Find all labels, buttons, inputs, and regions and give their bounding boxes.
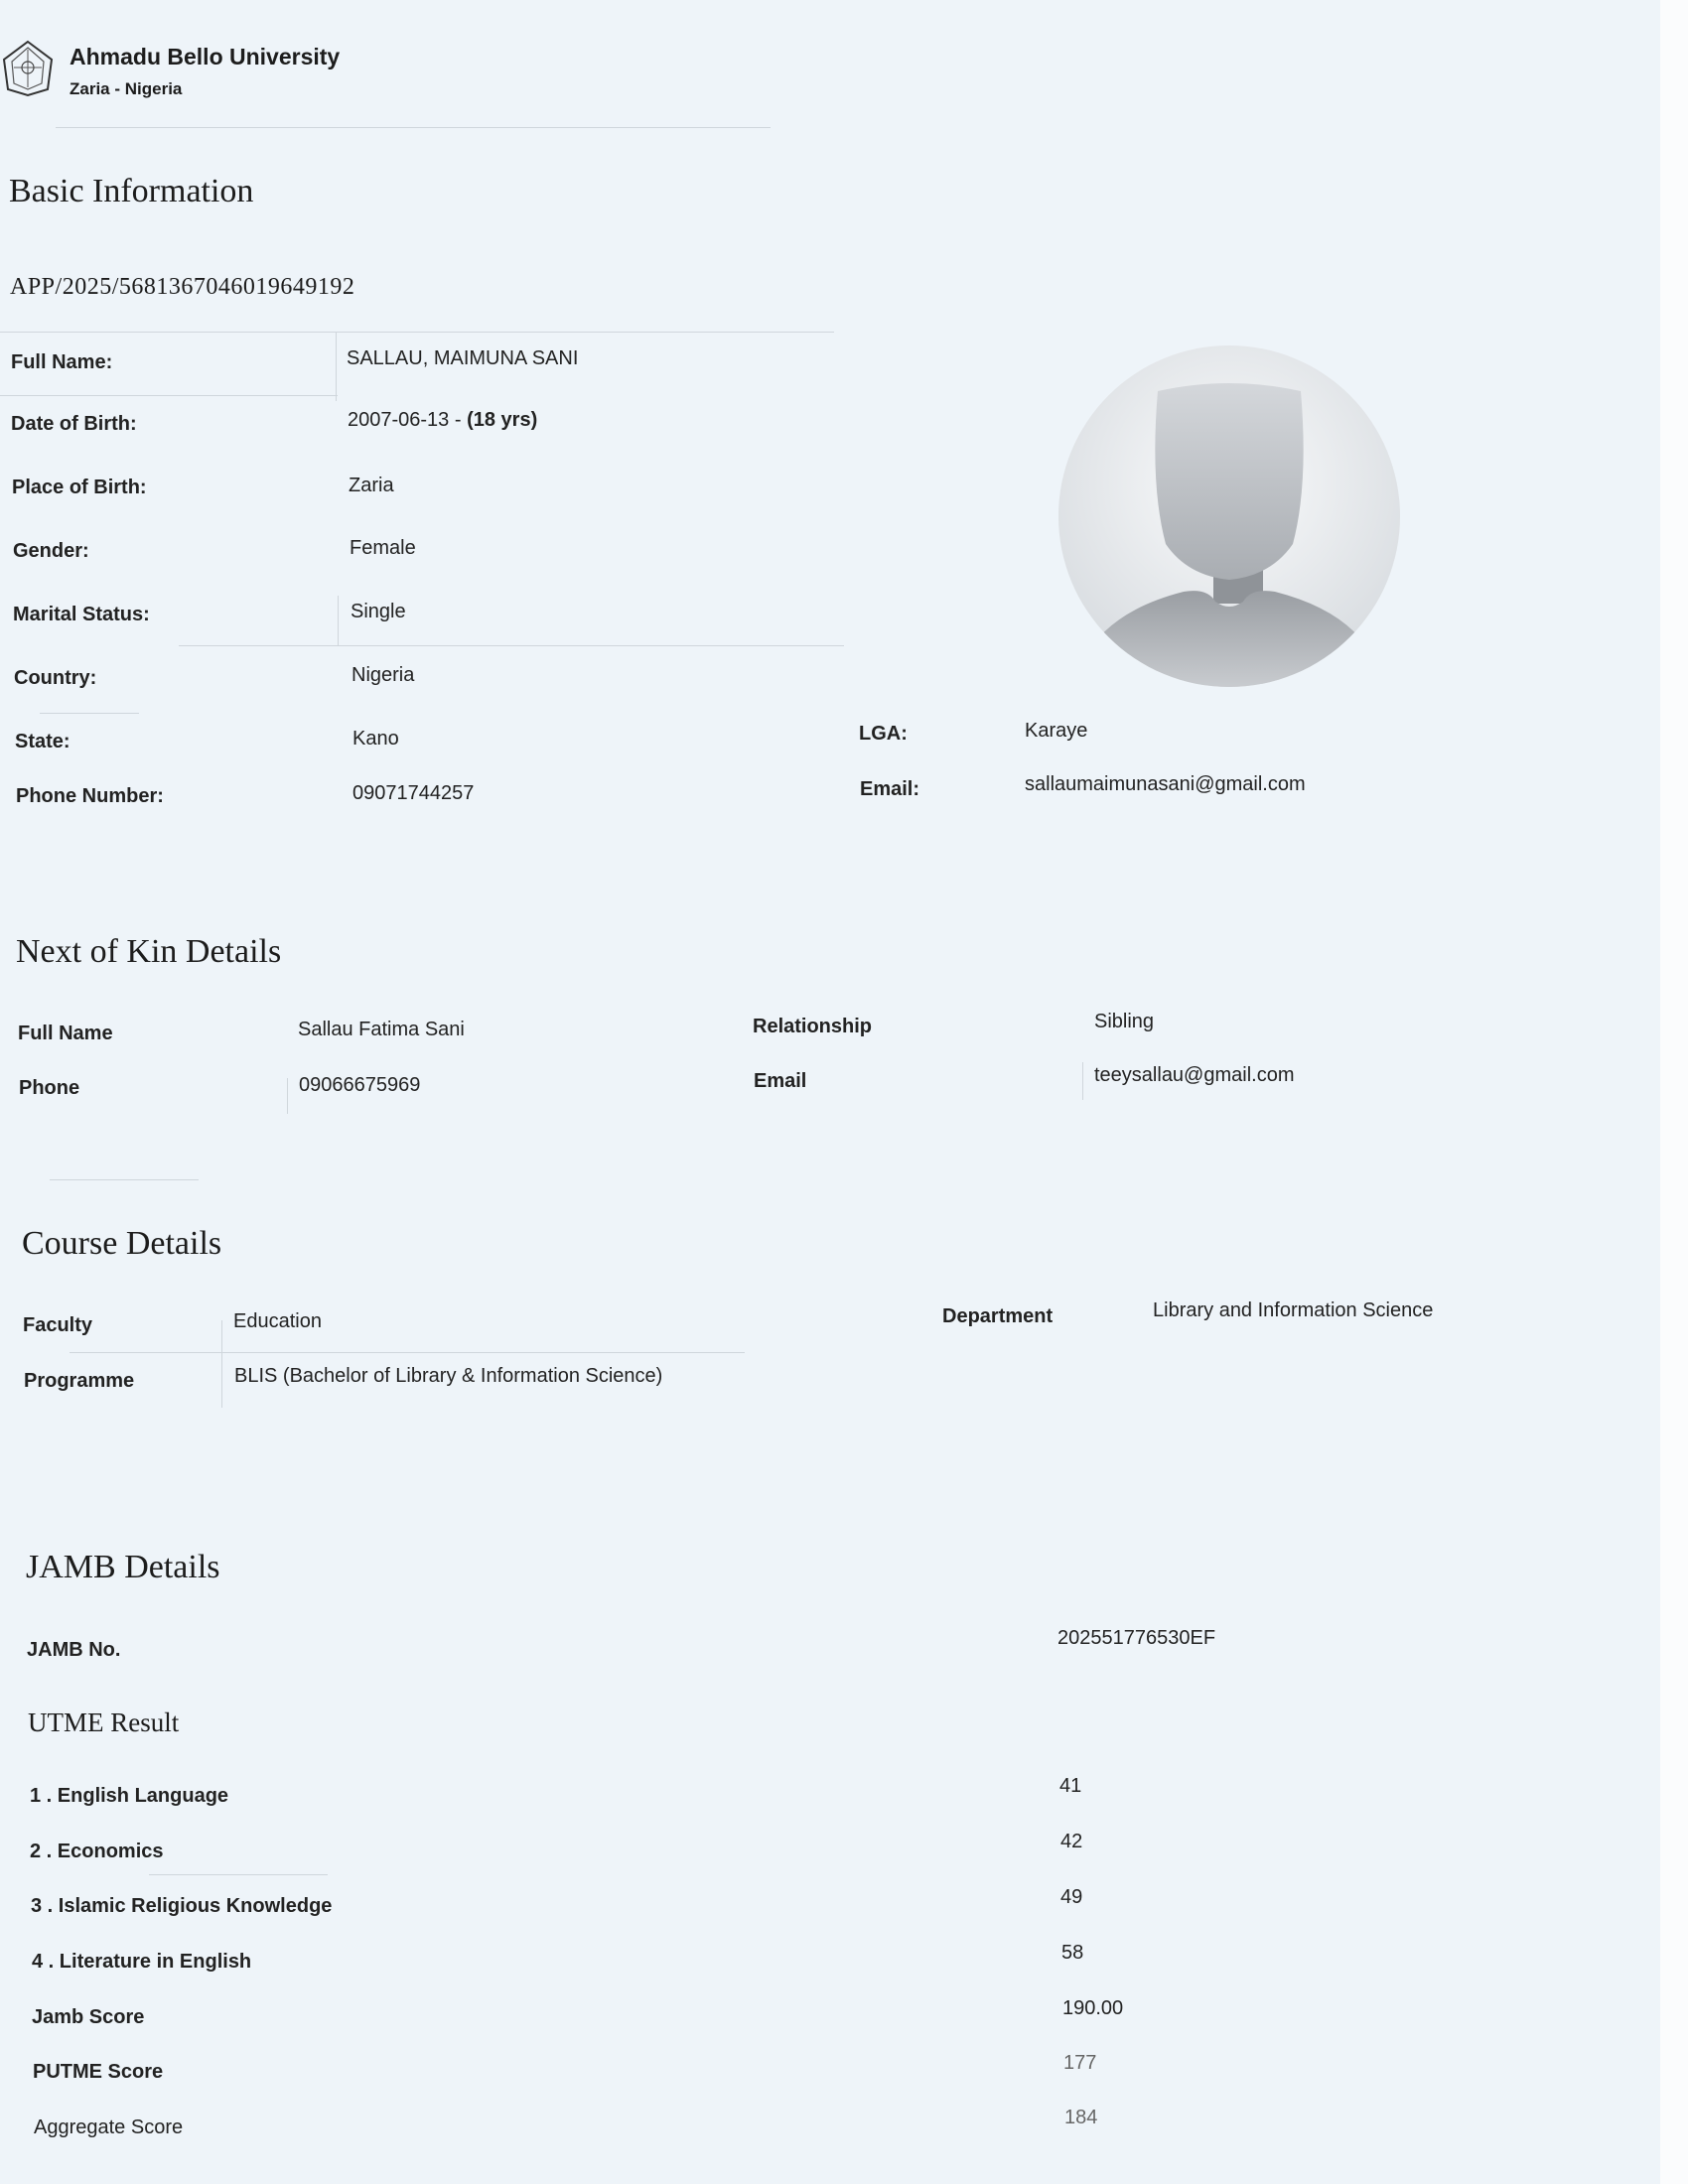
- header-divider: [56, 127, 771, 128]
- subject-1-score: 41: [1059, 1775, 1082, 1797]
- faculty-label: Faculty: [23, 1314, 93, 1336]
- kin-full-name-label: Full Name: [18, 1023, 113, 1044]
- table-divider: [0, 395, 338, 396]
- phone-number-value: 09071744257: [352, 782, 475, 804]
- aggregate-score-label: Aggregate Score: [34, 2116, 184, 2138]
- page-edge: [1660, 0, 1688, 2184]
- table-column-divider: [338, 596, 339, 645]
- kin-email-value: teeysallau@gmail.com: [1094, 1064, 1295, 1086]
- gender-value: Female: [350, 537, 416, 559]
- table-divider: [179, 645, 844, 646]
- table-divider: [0, 332, 834, 333]
- country-value: Nigeria: [352, 664, 415, 686]
- full-name-label: Full Name:: [11, 351, 113, 373]
- pob-value: Zaria: [349, 475, 394, 496]
- lga-value: Karaye: [1025, 720, 1088, 742]
- jamb-score-value: 190.00: [1062, 1997, 1124, 2019]
- university-name: Ahmadu Bello University: [70, 44, 341, 69]
- email-value: sallaumaimunasani@gmail.com: [1025, 773, 1306, 795]
- university-crest-icon: [0, 38, 56, 99]
- marital-status-label: Marital Status:: [13, 604, 150, 625]
- section-divider: [50, 1179, 199, 1180]
- subject-4-label: 4 . Literature in English: [32, 1951, 252, 1973]
- subject-2-score: 42: [1060, 1831, 1083, 1852]
- row-divider: [149, 1874, 328, 1875]
- state-label: State:: [15, 731, 70, 752]
- kin-relationship-label: Relationship: [753, 1016, 873, 1037]
- table-column-divider: [336, 332, 337, 401]
- dob-value: 2007-06-13 - (18 yrs): [348, 409, 538, 431]
- kin-full-name-value: Sallau Fatima Sani: [298, 1019, 465, 1040]
- application-number: APP/2025/5681367046019649192: [10, 274, 355, 300]
- gender-label: Gender:: [13, 540, 89, 562]
- lga-label: LGA:: [859, 723, 908, 745]
- table-column-divider: [1082, 1062, 1083, 1100]
- utme-result-title: UTME Result: [28, 1707, 180, 1737]
- email-label: Email:: [860, 778, 920, 800]
- profile-photo-placeholder: [1058, 345, 1400, 687]
- state-value: Kano: [352, 728, 399, 750]
- phone-number-label: Phone Number:: [16, 785, 164, 807]
- programme-value: BLIS (Bachelor of Library & Information Science): [234, 1365, 663, 1387]
- pob-label: Place of Birth:: [12, 477, 147, 498]
- jamb-score-label: Jamb Score: [32, 2006, 145, 2028]
- dob-label: Date of Birth:: [11, 413, 137, 435]
- table-column-divider: [287, 1078, 288, 1114]
- kin-email-label: Email: [754, 1070, 807, 1092]
- subject-2-label: 2 . Economics: [30, 1841, 164, 1862]
- department-label: Department: [942, 1305, 1054, 1327]
- subject-3-score: 49: [1060, 1886, 1083, 1908]
- table-column-divider: [221, 1320, 222, 1408]
- marital-status-value: Single: [351, 601, 406, 622]
- next-of-kin-title: Next of Kin Details: [16, 933, 282, 970]
- jamb-details-title: JAMB Details: [26, 1549, 220, 1585]
- full-name-value: SALLAU, MAIMUNA SANI: [347, 347, 579, 369]
- user-silhouette-icon: [1058, 345, 1400, 687]
- jamb-number-label: JAMB No.: [27, 1639, 121, 1661]
- table-divider: [70, 1352, 745, 1353]
- course-details-title: Course Details: [22, 1225, 222, 1262]
- basic-info-title: Basic Information: [9, 173, 254, 209]
- putme-score-value: 177: [1063, 2052, 1097, 2074]
- subject-4-score: 58: [1061, 1942, 1084, 1964]
- table-divider: [40, 713, 139, 714]
- kin-relationship-value: Sibling: [1094, 1011, 1155, 1032]
- putme-score-label: PUTME Score: [33, 2061, 164, 2083]
- faculty-value: Education: [233, 1310, 322, 1332]
- kin-phone-value: 09066675969: [299, 1074, 421, 1096]
- kin-phone-label: Phone: [19, 1077, 80, 1099]
- aggregate-score-value: 184: [1064, 2107, 1098, 2128]
- subject-3-label: 3 . Islamic Religious Knowledge: [31, 1895, 333, 1917]
- department-value: Library and Information Science: [1153, 1299, 1434, 1321]
- programme-label: Programme: [24, 1370, 135, 1392]
- country-label: Country:: [14, 667, 97, 689]
- university-location: Zaria - Nigeria: [70, 79, 183, 98]
- jamb-number-value: 202551776530EF: [1057, 1627, 1216, 1649]
- age-value: (18 yrs): [467, 409, 538, 431]
- subject-1-label: 1 . English Language: [30, 1785, 229, 1807]
